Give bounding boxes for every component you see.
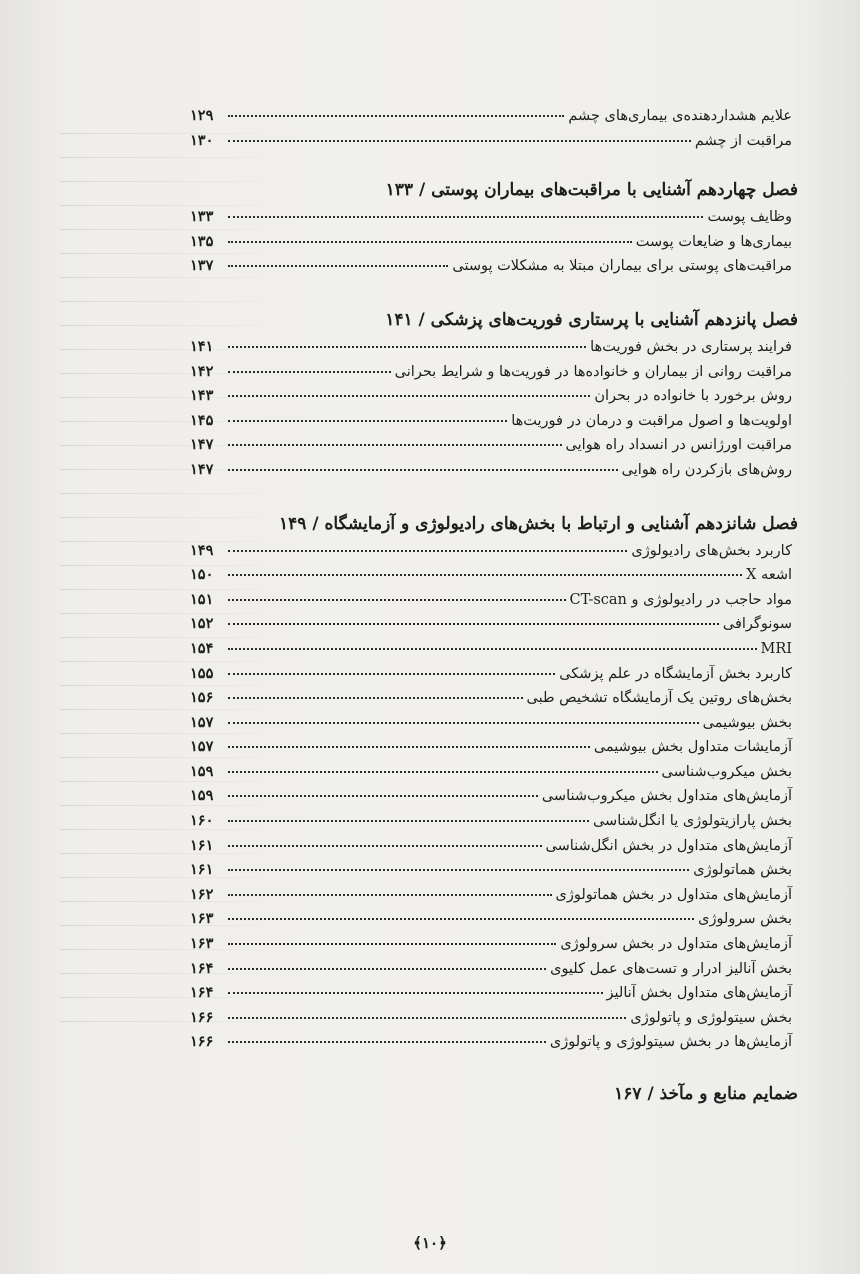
toc-entry-page-number: ۱۵۹ <box>190 762 214 780</box>
dot-leader <box>228 265 448 267</box>
dot-leader <box>228 845 542 847</box>
dot-leader <box>228 648 757 650</box>
toc-entry-page-number: ۱۴۵ <box>190 411 214 429</box>
toc-entry-page-number: ۱۴۹ <box>190 541 214 559</box>
toc-entry[interactable] <box>190 1030 798 1055</box>
toc-entry[interactable] <box>190 458 798 483</box>
toc-entry-page-number: ۱۶۰ <box>190 812 214 830</box>
toc-entry-page-number: ۱۴۲ <box>190 362 214 380</box>
toc-entry[interactable] <box>190 784 798 809</box>
page-number: ﴿۱۰﴾ <box>413 1234 447 1252</box>
toc-entry[interactable] <box>190 907 798 932</box>
toc-entry[interactable] <box>190 612 798 637</box>
toc-entry-page-number: ۱۶۱ <box>190 861 214 879</box>
toc-entry-title: علایم هشداردهنده‌ی بیماری‌های چشم <box>568 108 792 124</box>
toc-entry-page-number: ۱۴۷ <box>190 436 214 454</box>
dot-leader <box>228 943 556 945</box>
chapter-16-heading[interactable]: فصل شانزدهم آشنایی و ارتباط با بخش‌های رادیولوژی و آزمایشگاه / ۱۴۹ <box>279 513 798 534</box>
toc-entry[interactable] <box>190 981 798 1006</box>
toc-entry-page-number: ۱۵۱ <box>190 590 214 608</box>
toc-entry-page-number: ۱۵۰ <box>190 566 214 584</box>
toc-entry-title: بخش‌های روتین یک آزمایشگاه تشخیص طبی <box>526 690 792 707</box>
dot-leader <box>228 216 703 218</box>
toc-entry-title: فرایند پرستاری در بخش فوریت‌ها <box>590 338 792 355</box>
toc-entry[interactable] <box>190 637 798 662</box>
toc-entry-title: سونوگرافی <box>722 616 792 633</box>
dot-leader <box>228 918 694 920</box>
dot-leader <box>228 722 699 724</box>
dot-leader <box>228 1041 546 1043</box>
dot-leader <box>228 673 555 675</box>
toc-entry[interactable] <box>190 735 798 760</box>
toc-entry-page-number: ۱۵۲ <box>190 615 214 633</box>
toc-entry-page-number: ۱۶۶ <box>190 1033 214 1051</box>
toc-entry[interactable] <box>190 883 798 908</box>
toc-entry[interactable] <box>190 433 798 458</box>
toc-entry[interactable] <box>190 230 798 255</box>
dot-leader <box>228 574 742 576</box>
toc-group-chapter-14 <box>190 205 798 279</box>
toc-entry-title: آزمایش‌های متداول در بخش سرولوژی <box>560 936 792 953</box>
dot-leader <box>228 469 618 471</box>
chapter-14-heading[interactable]: فصل چهاردهم آشنایی با مراقبت‌های بیماران پوستی / ۱۳۳ <box>385 180 798 201</box>
dot-leader <box>228 992 603 994</box>
toc-entry[interactable] <box>190 254 798 279</box>
dot-leader <box>228 241 632 243</box>
toc-entry-page-number: ۱۶۱ <box>190 836 214 854</box>
toc-group-continued <box>190 104 798 153</box>
toc-entry-title: اشعه X <box>746 567 792 584</box>
dot-leader <box>228 420 507 422</box>
toc-entry-title: بخش پارازیتولوژی یا انگل‌شناسی <box>592 813 792 830</box>
toc-entry-title: آزمایش‌های متداول بخش آنالیز <box>606 985 792 1002</box>
toc-entry-page-number: ۱۵۵ <box>190 664 214 682</box>
toc-entry-page-number: ۱۶۲ <box>190 885 214 903</box>
table-of-contents <box>190 104 798 1109</box>
chapter-15-heading[interactable]: فصل پانزدهم آشنایی با پرستاری فوریت‌های پزشکی / ۱۴۱ <box>385 309 798 330</box>
toc-entry[interactable] <box>190 205 798 230</box>
toc-entry-title: مراقبت روانی از بیماران و خانواده‌ها در فوریت‌ها و شرایط بحرانی <box>394 363 792 380</box>
toc-group-chapter-16 <box>190 539 798 1055</box>
toc-entry-title: بخش بیوشیمی <box>702 714 792 731</box>
toc-entry-title: بیماری‌ها و ضایعات پوست <box>635 233 792 250</box>
toc-entry-page-number: ۱۵۷ <box>190 713 214 731</box>
toc-entry-page-number: ۱۶۶ <box>190 1008 214 1026</box>
toc-entry-title: آزمایش‌ها در بخش سیتولوژی و پاتولوژی <box>549 1034 792 1051</box>
toc-entry-page-number: ۱۶۳ <box>190 935 214 953</box>
toc-entry-title: کاربرد بخش آزمایشگاه در علم پزشکی <box>559 665 792 682</box>
dot-leader <box>228 1017 626 1019</box>
toc-entry[interactable] <box>190 686 798 711</box>
toc-entry-title: روش برخورد با خانواده در بحران <box>594 388 792 405</box>
toc-entry[interactable] <box>190 104 798 129</box>
toc-entry[interactable] <box>190 1006 798 1031</box>
toc-entry[interactable] <box>190 760 798 785</box>
dot-leader <box>228 550 627 552</box>
dot-leader <box>228 395 590 397</box>
appendix-heading[interactable]: ضمایم منابع و مآخذ / ۱۶۷ <box>614 1084 798 1104</box>
dot-leader <box>228 623 719 625</box>
toc-entry-title: آزمایش‌های متداول در بخش انگل‌شناسی <box>545 837 792 854</box>
toc-entry-title: آزمایش‌های متداول در بخش هماتولوژی <box>555 886 792 903</box>
dot-leader <box>228 346 586 348</box>
toc-entry-page-number: ۱۳۵ <box>190 232 214 250</box>
dot-leader <box>228 697 523 699</box>
toc-entry-title: بخش هماتولوژی <box>693 862 792 879</box>
toc-entry[interactable] <box>190 539 798 564</box>
toc-entry[interactable] <box>190 409 798 434</box>
toc-entry-title: مراقبت‌های پوستی برای بیماران مبتلا به مشکلات پوستی <box>452 258 792 275</box>
toc-entry-title: وظایف پوست <box>707 209 792 226</box>
toc-entry-title: کاربرد بخش‌های رادیولوژی <box>631 542 792 559</box>
toc-entry[interactable] <box>190 834 798 859</box>
toc-entry[interactable] <box>190 662 798 687</box>
toc-entry-title: اولویت‌ها و اصول مراقبت و درمان در فوریت‌ها <box>511 412 792 429</box>
toc-entry-title: بخش میکروب‌شناسی <box>661 763 792 780</box>
toc-entry-title: مراقبت اورژانس در انسداد راه هوایی <box>565 437 792 454</box>
toc-entry-title: روش‌های بازکردن راه هوایی <box>621 461 792 478</box>
dot-leader <box>228 599 566 601</box>
toc-entry-title: آزمایشات متداول بخش بیوشیمی <box>593 739 792 756</box>
toc-entry-title: بخش سرولوژی <box>698 911 792 928</box>
dot-leader <box>228 371 391 373</box>
toc-group-chapter-15 <box>190 335 798 483</box>
dot-leader <box>228 115 564 117</box>
toc-entry-page-number: ۱۵۴ <box>190 639 214 657</box>
dot-leader <box>228 869 689 871</box>
toc-entry-page-number: ۱۲۹ <box>190 107 214 124</box>
toc-entry-page-number: ۱۵۶ <box>190 689 214 707</box>
toc-entry-title: بخش آنالیز ادرار و تست‌های عمل کلیوی <box>550 960 792 977</box>
toc-entry-title: MRI <box>760 640 792 657</box>
toc-entry[interactable] <box>190 129 798 154</box>
toc-entry-title: آزمایش‌های متداول بخش میکروب‌شناسی <box>541 788 792 805</box>
dot-leader <box>228 771 658 773</box>
toc-entry-page-number: ۱۴۱ <box>190 337 214 355</box>
toc-entry[interactable] <box>190 809 798 834</box>
toc-entry-page-number: ۱۵۷ <box>190 738 214 756</box>
toc-entry-page-number: ۱۳۷ <box>190 257 214 275</box>
toc-entry-title: بخش سیتولوژی و پاتولوژی <box>630 1009 792 1026</box>
toc-entry-page-number: ۱۴۳ <box>190 387 214 405</box>
toc-entry-title: مواد حاجب در رادیولوژی و CT-scan <box>569 591 792 608</box>
toc-entry-page-number: ۱۵۹ <box>190 787 214 805</box>
toc-entry-page-number: ۱۳۳ <box>190 208 214 226</box>
toc-entry[interactable] <box>190 711 798 736</box>
toc-entry-page-number: ۱۶۳ <box>190 910 214 928</box>
toc-entry-page-number: ۱۶۴ <box>190 984 214 1002</box>
toc-entry[interactable] <box>190 360 798 385</box>
toc-entry[interactable] <box>190 588 798 613</box>
toc-entry[interactable] <box>190 384 798 409</box>
dot-leader <box>228 746 590 748</box>
dot-leader <box>228 820 589 822</box>
toc-entry[interactable] <box>190 563 798 588</box>
toc-entry-page-number: ۱۴۷ <box>190 460 214 478</box>
toc-entry[interactable] <box>190 957 798 982</box>
dot-leader <box>228 894 552 896</box>
dot-leader <box>228 795 538 797</box>
dot-leader <box>228 444 562 446</box>
toc-entry-title: مراقبت از چشم <box>694 132 792 149</box>
dot-leader <box>228 968 546 970</box>
dot-leader <box>228 140 691 142</box>
toc-entry-page-number: ۱۳۰ <box>190 131 214 149</box>
toc-entry[interactable] <box>190 932 798 957</box>
toc-entry-page-number: ۱۶۴ <box>190 959 214 977</box>
toc-entry[interactable] <box>190 335 798 360</box>
toc-entry[interactable] <box>190 858 798 883</box>
